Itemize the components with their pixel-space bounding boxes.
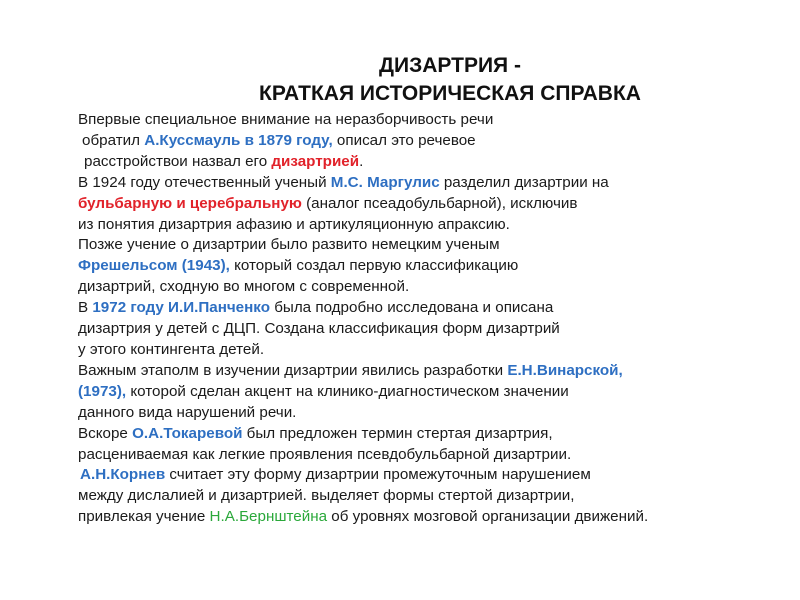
text-line — [78, 486, 778, 507]
text: . — [359, 152, 364, 170]
highlight-margulis: М.С. Маргулис — [330, 173, 440, 191]
text: который создал первую классификацию — [229, 257, 519, 275]
text: В — [78, 299, 93, 317]
text-line — [78, 403, 778, 424]
text: расстройствои назвал его — [84, 152, 272, 170]
text-line — [78, 340, 778, 361]
highlight-bulbar-cerebral: бульбарную и церебральную — [78, 194, 302, 212]
text: считает эту форму дизартрии промежуточным нарушением — [165, 466, 591, 484]
text-line — [78, 215, 778, 236]
text: Позже учение о дизартрии было развито немецким ученым — [78, 236, 500, 254]
text: разделил дизартрии на — [439, 173, 609, 191]
highlight-dysarthria: дизартрией — [271, 152, 360, 170]
title-line-2: КРАТКАЯ ИСТОРИЧЕСКАЯ СПРАВКА — [259, 82, 641, 105]
text-line — [78, 194, 778, 215]
text-line — [78, 277, 778, 298]
text: Впервые специальное внимание на неразборчивость речи — [78, 111, 494, 128]
text: у этого контингента детей. — [78, 340, 265, 358]
text: из понятия дизартрия афазию и артикуляционную апраксию. — [78, 215, 510, 233]
text-line — [78, 319, 778, 340]
text: Важным этаполм в изучении дизартрии явились разработки — [78, 361, 508, 379]
text: Вскоре — [78, 424, 133, 442]
text: обратил — [82, 131, 145, 149]
highlight-bernstein: Н.А.Бернштейна — [209, 508, 328, 526]
text-line — [78, 235, 778, 256]
text-line — [78, 173, 778, 194]
text-line — [78, 131, 778, 152]
text: был предложен термин стертая дизартрия, — [242, 424, 553, 442]
text: была подробно исследована и описана — [269, 299, 554, 317]
highlight-froeschels: Фрешельсом (1943), — [78, 257, 230, 275]
highlight-year-1973: (1973), — [78, 382, 127, 400]
page-title — [180, 52, 720, 108]
text-line — [78, 256, 778, 277]
highlight-tokareva: О.А.Токаревой — [132, 424, 243, 442]
text: об уровнях мозговой организации движений. — [327, 508, 649, 526]
text-line — [78, 152, 778, 173]
text-line — [78, 298, 778, 319]
text-line — [78, 110, 778, 131]
text-line — [78, 445, 778, 466]
text-line — [78, 465, 778, 486]
text-line — [78, 382, 778, 403]
text: которой сделан акцент на клинико-диагностическом значении — [126, 382, 569, 400]
text: описал это речевое — [332, 131, 476, 149]
highlight-panchenko: 1972 году И.И.Панченко — [92, 299, 270, 317]
text: В 1924 году отечественный ученый — [78, 173, 331, 191]
highlight-vinarskaya: Е.Н.Винарской, — [507, 361, 623, 379]
text: привлекая учение — [78, 508, 210, 526]
text: (аналог псеадобульбарной), исключив — [301, 194, 578, 212]
text: данного вида нарушений речи. — [78, 403, 297, 421]
text-line — [78, 361, 778, 382]
history-text — [78, 110, 778, 528]
title-line-1: ДИЗАРТРИЯ - — [379, 54, 521, 77]
text-line — [78, 424, 778, 445]
highlight-kornev: А.Н.Корнев — [80, 466, 166, 484]
text: между дислалией и дизартрией. выделяет формы стертой дизартрии, — [78, 487, 575, 505]
text-line — [78, 507, 778, 528]
text: дизартрий, сходную во многом с современной. — [78, 278, 410, 296]
highlight-kussmaul: А.Куссмауль в 1879 году, — [144, 131, 333, 149]
text: расцениваемая как легкие проявления псевдобульбарной дизартрии. — [78, 445, 572, 463]
text: дизартрия у детей с ДЦП. Создана классификация форм дизартрий — [78, 320, 560, 338]
